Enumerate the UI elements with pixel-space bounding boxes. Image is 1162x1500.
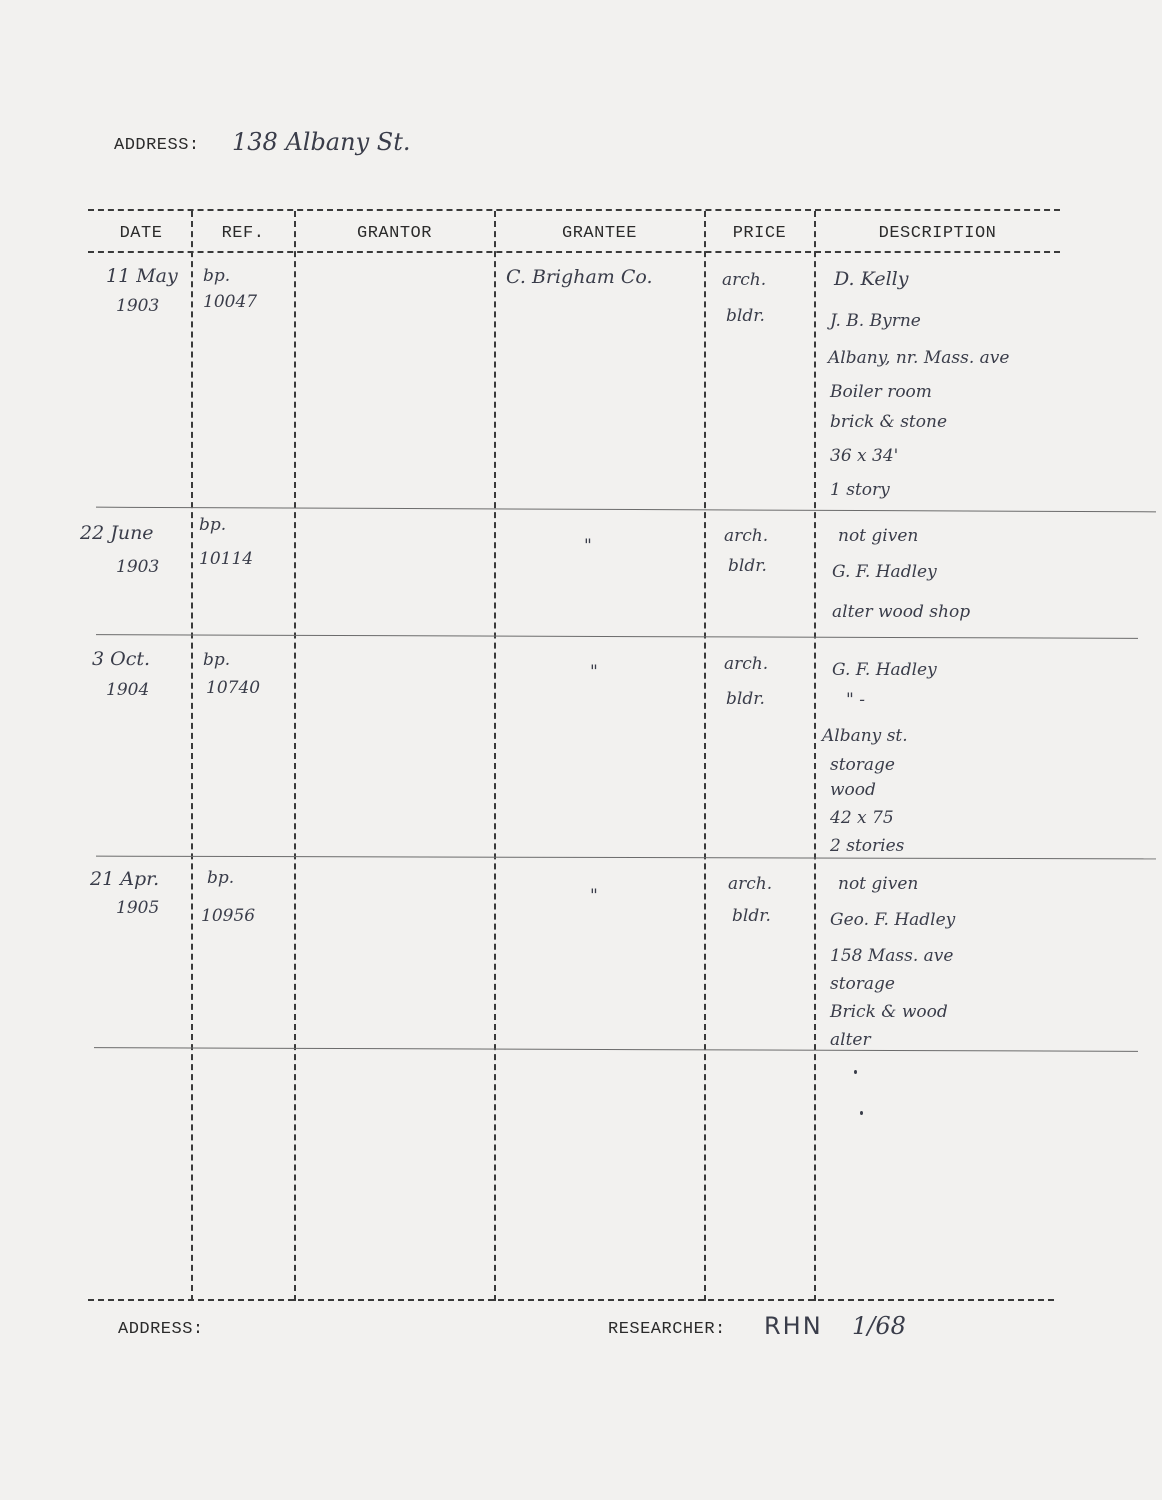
column-divider: [814, 211, 816, 1301]
pen-dot: [854, 1070, 857, 1074]
record-date-year: 1903: [116, 557, 160, 577]
record-price-line: arch.: [724, 654, 769, 674]
record-date-day: 21 Apr.: [90, 868, 160, 890]
record-description-line: not given: [838, 526, 919, 546]
record-description-line: 1 story: [830, 480, 890, 500]
column-header-ref: REF.: [221, 224, 265, 243]
column-header-price: PRICE: [732, 224, 787, 243]
record-price-line: arch.: [722, 270, 767, 290]
record-ref-number: 10956: [201, 906, 256, 926]
table-bottom-rule: [88, 1299, 1054, 1301]
record-price-line: arch.: [724, 526, 769, 546]
column-header-grantee: GRANTEE: [562, 224, 637, 243]
header-bottom-rule: [88, 251, 1060, 253]
record-price-line: bldr.: [726, 689, 765, 709]
record-ref-number: 10047: [203, 292, 258, 312]
researcher-initials: RHN: [764, 1312, 823, 1340]
footer-address-label: ADDRESS:: [118, 1320, 204, 1339]
record-description-line: alter: [830, 1030, 871, 1050]
record-description-line: J. B. Byrne: [830, 311, 921, 331]
column-header-grantor: GRANTOR: [357, 224, 432, 243]
record-description-line: brick & stone: [830, 412, 948, 432]
record-description-line: not given: [838, 874, 919, 894]
address-value: 138 Albany St.: [232, 128, 411, 156]
record-ref-number: 10114: [199, 549, 254, 569]
column-divider: [191, 211, 193, 1301]
column-header-date: DATE: [119, 224, 163, 243]
record-grantee: ": [590, 662, 598, 682]
record-ref-type: bp.: [199, 515, 227, 535]
record-date-day: 3 Oct.: [92, 648, 151, 670]
record-description-line: Boiler room: [830, 382, 932, 402]
row-separator: [96, 634, 1138, 639]
table-top-rule: [88, 209, 1060, 211]
record-grantee: ": [584, 536, 592, 556]
record-ref-type: bp.: [207, 868, 235, 888]
record-description-line: alter wood shop: [832, 602, 971, 622]
record-description-line: storage: [830, 974, 895, 994]
record-ref-number: 10740: [206, 678, 261, 698]
column-divider: [704, 211, 706, 1301]
record-description-line: Brick & wood: [830, 1002, 948, 1022]
record-grantee: C. Brigham Co.: [506, 266, 653, 288]
record-description-line: G. F. Hadley: [832, 562, 937, 582]
record-date-year: 1905: [116, 898, 160, 918]
record-description-line: 158 Mass. ave: [830, 946, 954, 966]
record-description-line: storage: [830, 755, 895, 775]
record-date-day: 11 May: [106, 265, 178, 287]
researcher-date: 1/68: [852, 1312, 906, 1340]
record-price-line: arch.: [728, 874, 773, 894]
column-header-description: DESCRIPTION: [878, 224, 997, 243]
record-description-line: D. Kelly: [834, 268, 909, 290]
record-price-line: bldr.: [728, 556, 767, 576]
record-description-line: Geo. F. Hadley: [830, 910, 956, 930]
record-ref-type: bp.: [203, 266, 231, 286]
column-divider: [494, 211, 496, 1301]
record-description-line: 2 stories: [830, 836, 905, 856]
pen-dot: [860, 1111, 863, 1115]
record-date-year: 1904: [106, 680, 150, 700]
record-description-line: G. F. Hadley: [832, 660, 937, 680]
record-price-line: bldr.: [732, 906, 771, 926]
row-separator: [94, 1047, 1138, 1052]
record-grantee: ": [590, 886, 598, 906]
record-description-line: wood: [830, 780, 876, 800]
record-ref-type: bp.: [203, 650, 231, 670]
record-date-day: 22 June: [80, 522, 154, 544]
researcher-label: RESEARCHER:: [608, 1320, 726, 1339]
record-description-line: 42 x 75: [830, 808, 894, 828]
record-description-line: Albany, nr. Mass. ave: [828, 348, 1010, 368]
row-separator: [96, 856, 1156, 860]
record-date-year: 1903: [116, 296, 160, 316]
column-divider: [294, 211, 296, 1301]
record-description-line: Albany st.: [822, 726, 908, 746]
record-description-line: 36 x 34': [830, 446, 899, 466]
address-label: ADDRESS:: [114, 136, 200, 155]
record-description-line: " -: [846, 690, 865, 710]
row-separator: [96, 507, 1156, 513]
record-price-line: bldr.: [726, 306, 765, 326]
